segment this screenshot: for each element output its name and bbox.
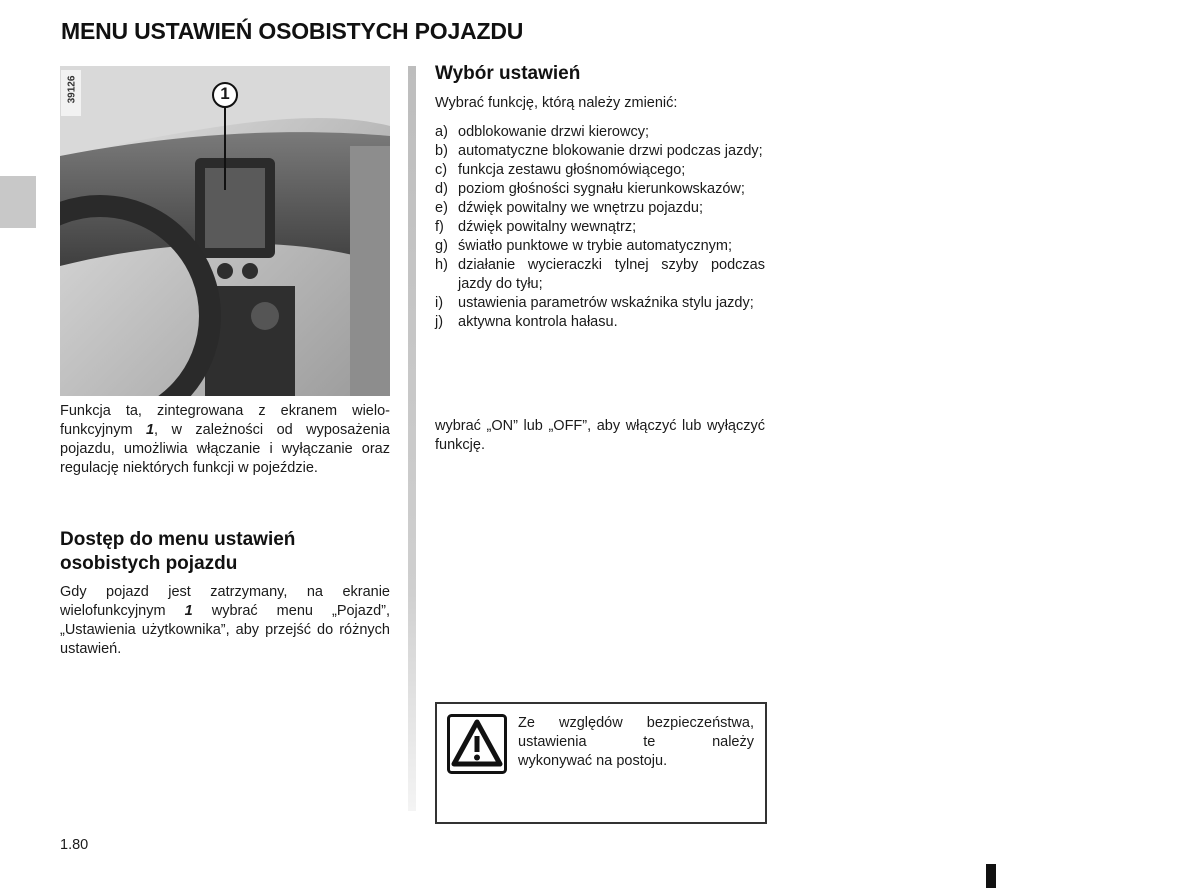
list-item: e) dźwięk powitalny we wnętrzu pojazdu; (435, 200, 704, 216)
page-number: 1.80 (60, 837, 89, 853)
list-item: f) dźwięk powitalny wewnątrz; (435, 219, 637, 235)
list-item: g) światło punktowe w trybie automatycznym; (435, 238, 732, 254)
safety-warning-box (435, 702, 767, 824)
list-item: a) odblokowanie drzwi kierowcy; (435, 124, 649, 140)
settings-selection-heading: Wybór ustawień (435, 63, 581, 84)
list-item: d) poziom głośności sygnału kierunkowskazów; (435, 181, 745, 197)
chapter-tab (0, 176, 36, 228)
warning-text: Ze względów bezpieczeństwa, ustawienia te należy wykonywać na postoju. (518, 715, 754, 769)
page-title: MENU USTAWIEŃ OSOBISTYCH POJAZDU (61, 18, 524, 44)
settings-options-list (435, 123, 765, 332)
toggle-instruction: wybrać „ON” lub „OFF”, aby włączyć lub wyłączyć funkcję. (435, 418, 765, 453)
list-item: i) ustawienia parametrów wskaźnika stylu jazdy; (435, 295, 754, 311)
page-edge-mark (986, 864, 996, 888)
warning-triangle-icon (447, 714, 507, 774)
list-item: c) funkcja zestawu głośnomówiącego; (435, 162, 686, 178)
callout-number: 1 (220, 84, 230, 103)
intro-paragraph: Funkcja ta, zintegrowana z ekranem wielofunkcyjnym 1, w zależności od wyposażenia pojazdu, umożliwia włączanie i wyłączanie oraz regulację niektórych funkcji w pojeździe. (60, 403, 390, 476)
selection-lead: Wybrać funkcję, którą należy zmienić: (435, 95, 678, 111)
access-paragraph: Gdy pojazd jest zatrzymany, na ekranie wielofunkcyjnym 1 wybrać menu „Pojazd”, „Ustawienia użytkownika”, aby przejść do różnych ustawień. (60, 584, 391, 657)
list-item: h) działanie wycieraczki tylnej szyby podczas jazdy do tyłu; (435, 257, 765, 292)
access-heading: Dostęp do menu ustawień osobistych pojazdu (60, 529, 296, 574)
list-item: j) aktywna kontrola hałasu. (435, 314, 618, 330)
column-divider (408, 66, 416, 811)
figure-code: 39126 (61, 70, 81, 116)
list-item: b) automatyczne blokowanie drzwi podczas jazdy; (435, 143, 763, 159)
